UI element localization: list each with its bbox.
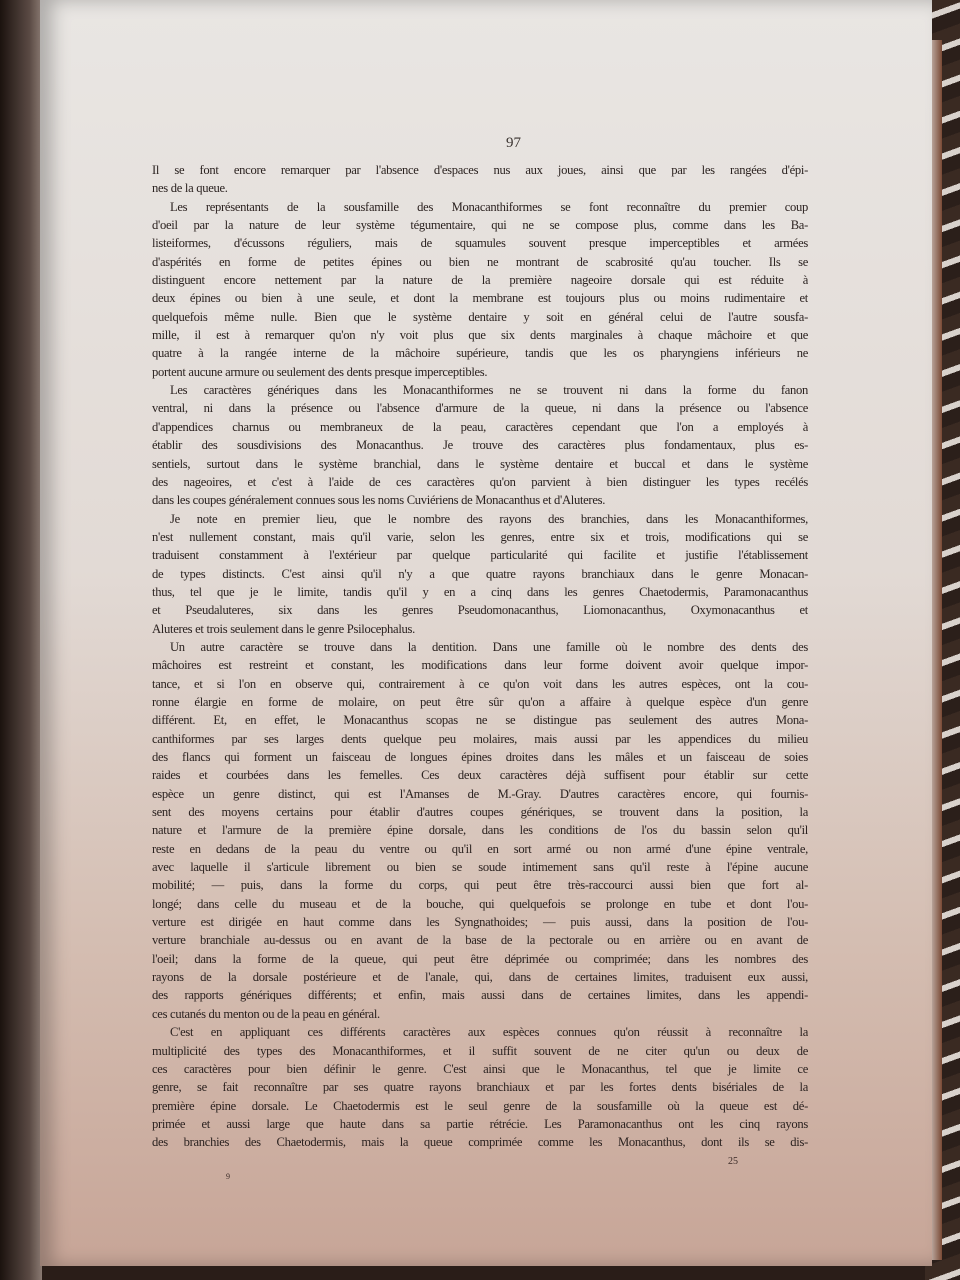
text-line: nature et l'armure de la première épine dorsale, dans les conditions de l'os du bassin selon qu'il [152,823,808,838]
text-line: des flancs qui forment un faisceau de longues épines droites dans les mâles et un faisceau de soies [152,750,808,764]
text-line: espèce un genre distinct, qui est l'Amanses de M.-Gray. D'autres caractères encore, qui fournis- [152,786,808,801]
text-line: ces caractères pour bien définir le genre. C'est ainsi que le Monacanthus, tel que je limite ce [152,1061,808,1076]
text-line: sentiels, surtout dans le système branchial, dans le système dentaire et buccal et dans le système [152,456,808,471]
text-line: d'appendices charnus ou membraneux de la peau, caractères cependant que l'on a employés à [152,419,808,434]
text-line: des branchies des Chaetodermis, mais la queue comprimée comme les Monacanthus, dont ils se dis- [152,1135,808,1150]
text-line: deux épines ou bien à une seule, et dont la membrane est toujours plus ou moins rudimentaire et [152,291,808,306]
text-line: des nageoires, et c'est à l'aide de ces caractères qu'on parvient à bien distinguer les types recélés [152,474,808,489]
text-line: avec laquelle il s'articule librement ou bien se soude intimement sans qu'il reste à l'épine aucune [152,860,808,875]
text-line: dans les coupes généralement connues sous les noms Cuviériens de Monacanthus et d'Aluteres. [152,493,606,508]
text-line: de types distincts. C'est ainsi qu'il n'y a que quatre rayons branchiaux dans le genre Monacan- [152,566,808,581]
text-line: l'oeil; dans la forme de la queue, qui peut être déprimée ou comprimée; dans les nombres des [152,951,808,966]
text-line: traduisent constamment à l'extérieur par quelque particularité qui facilite et justifie l'établissement [152,548,808,563]
text-line: et Pseudaluteres, six dans les genres Pseudomonacanthus, Liomonacanthus, Oxymonacanthus et [152,603,808,618]
text-line: quatre à la rangée interne de la mâchoire supérieure, tandis que les os pharyngiens inférieurs ne [152,346,808,361]
text-line: raides et courbées dans les femelles. Ces deux caractères déjà suffisent pour établir sur cette [152,768,808,783]
text-line: première épine dorsale. Le Chaetodermis est le seul genre de la sousfamille où la queue est dé- [152,1098,808,1113]
text-line: établir des sousdivisions des Monacanthus. Je trouve des caractères plus fondamentaux, plus es- [152,438,808,453]
text-line: mobilité; — puis, dans la forme du corps, qui peut être très-raccourci aussi bien que fort al- [152,878,808,893]
text-line: Aluteres et trois seulement dans le genre Psilocephalus. [152,621,415,636]
facing-page-edge [0,0,42,1280]
text-line: verture est dirigée en haut comme dans les Syngnathoides; — puis aussi, dans la position de l'ou- [152,915,808,930]
text-line: canthiformes par ses larges dents quelque peu molaires, mais aussi par les appendices du milieu [152,731,808,746]
text-line: différent. Et, en effet, le Monacanthus scopas ne se distingue pas seulement des autres Mona- [152,713,808,728]
text-line: n'est nullement constant, mais qu'il varie, selon les genres, entre six et trois, modifications qui se [152,529,808,544]
text-line: verture branchiale au-dessus ou en avant de la base de la pectorale ou en arrière ou en avant de [152,933,808,948]
text-line: longé; dans celle du museau et de la bouche, qui quelquefois se prolonge en tube et dont l'ou- [152,896,808,911]
text-line: mâchoires est restreint et constant, les modifications dans leur forme doivent avoir quelque impor- [152,658,808,673]
text-line: portent aucune armure ou seulement des dents presque imperceptibles. [152,364,488,379]
text-line: mille, il est à remarquer qu'on n'y voit plus que six dents marginales à chaque mâchoire et que [152,328,808,343]
text-line: tance, et si l'on en observe qui, contrairement à ce qu'on voit dans les autres espèces, ont la cou- [152,676,808,691]
text-line: C'est en appliquant ces différents caractères aux espèces connues qu'on réussit à reconnaître la [170,1025,808,1040]
signature-mark: 25 [728,1155,738,1167]
text-line: Il se font encore remarquer par l'absence d'espaces nus aux joues, ainsi que par les rangées d'épi- [152,163,808,177]
text-line: reste en dedans de la peau du ventre ou qu'il en sort armé ou non armé d'une épine ventrale, [152,841,808,856]
text-line: Je note en premier lieu, que le nombre des rayons des branchies, dans les Monacanthiformes, [170,511,808,526]
text-line: ces cutanés du menton ou de la peau en général. [152,1006,380,1021]
text-line: primée et aussi large que haute dans sa partie rétrécie. Les Paramonacanthus ont les cinq rayons [152,1116,808,1131]
text-line: Les représentants de la sousfamille des Monacanthiformes se font reconnaître du premier coup [170,199,808,214]
text-line: thus, tel que je le limite, tandis qu'il y en a cinq dans les genres Chaetodermis, Paramonacanthus [152,584,808,599]
text-line: d'aspérités en forme de petites épines ou bien ne montrant de scabrosité qu'au toucher. Ils se [152,254,808,269]
page-number: 97 [506,135,521,151]
text-line: listeiformes, d'écussons réguliers, mais de squamules souvent presque imperceptibles et armées [152,236,808,251]
body-lines [152,161,808,1152]
text-line: sent des moyens certains pour établir d'autres coupes génériques, se trouvent dans la position, la [152,805,808,820]
text-line: ronne élargie en forme de molaire, on peut être sûr qu'on a affaire à quelque espèce d'un genre [152,694,808,709]
text-line: rayons de la dorsale postérieure et de l'anale, qui, dans de certaines limites, traduisent eux aussi, [152,970,808,985]
text-line: distinguent encore nettement par la nature de la première nageoire dorsale qui est réduite à [152,273,808,288]
text-line: d'oeil par la nature de leur système tégumentaire, qui ne se compose plus, comme dans les Ba- [152,218,808,233]
text-line: quelquefois même nulle. Bien que le système dentaire y soit en général celui de l'autre sousfa- [152,309,808,324]
text-line: genre, se fait reconnaître par ses quatre rayons branchiaux et par les fortes dents bisériales de la [152,1080,808,1095]
text-line: Les caractères génériques dans les Monacanthiformes ne se trouvent ni dans la forme du fanon [170,383,808,398]
text-line: ventral, ni dans la présence ou l'absence d'armure de la queue, ni dans la présence ou l'absence [152,401,808,416]
text-line: des rapports génériques différents; et enfin, mais aussi dans de certaines limites, dans les appendi- [152,988,808,1003]
footer-mark: 9 [226,1171,230,1181]
text-line: nes de la queue. [152,181,228,196]
body-text [152,161,808,1182]
text-line: Un autre caractère se trouve dans la dentition. Dans une famille où le nombre des dents des [170,639,808,654]
text-line: multiplicité des types des Monacanthiformes, et il suffit souvent de ne citer qu'un ou deux de [152,1043,808,1058]
